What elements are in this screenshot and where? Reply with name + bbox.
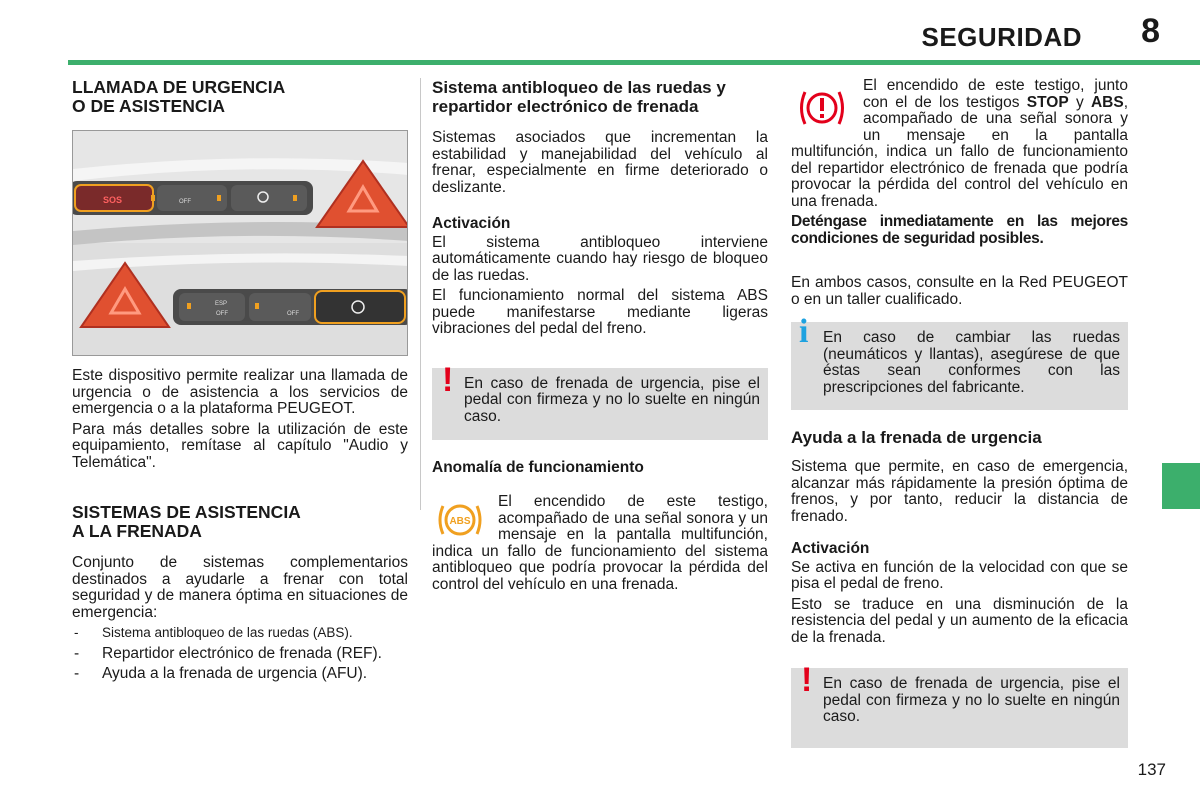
ref-block xyxy=(791,78,1128,247)
column-right xyxy=(791,78,1128,748)
emergency-call-heading-line2: O DE ASISTENCIA xyxy=(72,96,225,116)
ref-text-part2: y xyxy=(1068,93,1091,111)
afu-intro: Sistema que permite, en caso de emergencia, alcanzar más rápidamente la presión óptima de frenos, y por tanto, reducir la distancia de frenado. xyxy=(791,458,1128,525)
anomaly-block xyxy=(432,494,768,593)
esp-label: ESP xyxy=(215,301,228,307)
afu-heading: Ayuda a la frenada de urgencia xyxy=(791,428,1042,447)
warning-text: En caso de frenada de urgencia, pise el pedal con firmeza y no lo suelte en ningún caso. xyxy=(464,374,760,425)
chapter-side-tab xyxy=(1162,463,1200,509)
activation-heading: Activación xyxy=(432,215,511,232)
anomaly-heading: Anomalía de funcionamiento xyxy=(432,458,644,476)
list-item: - Ayuda a la frenada de urgencia (AFU). xyxy=(72,666,408,683)
braking-assist-intro: Conjunto de sistemas complementarios destinados a ayudarle a frenar con total seguridad y de manera óptima en situaciones de emergencia: xyxy=(72,554,408,621)
info-callout xyxy=(791,313,1128,410)
ref-text-part3: , acompañado de una señal sonora y un mensaje en la pantalla multifunción, indica un fallo de funcionamiento del repartidor electrónico de frenada que podría provocar la pérdida del control del vehículo en una frenada. xyxy=(791,93,1128,210)
column-middle xyxy=(432,78,768,593)
header-rule xyxy=(68,60,1200,65)
emergency-call-heading xyxy=(72,78,408,116)
braking-assist-heading-line1: SISTEMAS DE ASISTENCIA xyxy=(72,502,301,522)
activation-text-2: El funcionamiento normal del sistema ABS puede manifestarse mediante ligeras vibraciones del pedal del freno. xyxy=(432,287,768,337)
off-label-1: OFF xyxy=(179,199,191,205)
braking-assist-heading-line2: A LA FRENADA xyxy=(72,521,202,541)
braking-assist-heading xyxy=(72,503,408,541)
column-left xyxy=(72,78,408,683)
afu-activation-text-2: Esto se traduce en una disminución de la resistencia del pedal y un aumento de la eficacia de la frenada. xyxy=(791,595,1128,646)
abs-intro: Sistemas asociados que incrementan la estabilidad y manejabilidad del vehículo al frenar, especialmente en firme deteriorado o deslizante. xyxy=(432,129,768,196)
afu-activation-heading: Activación xyxy=(791,540,870,557)
afu-warning-text: En caso de frenada de urgencia, pise el pedal con firmeza y no lo suelte en ningún caso. xyxy=(823,675,1120,725)
list-item: - Repartidor electrónico de frenada (REF). xyxy=(72,646,408,663)
page-number: 137 xyxy=(1137,760,1166,779)
emergency-desc-1: Este dispositivo permite realizar una llamada de urgencia o de asistencia a los servicios de emergencia o a la plataforma PEUGEOT. xyxy=(72,367,408,417)
brake-warning-icon xyxy=(791,84,853,132)
dashboard-buttons-illustration xyxy=(73,131,408,356)
abs-icon-label: ABS xyxy=(449,516,471,527)
both-cases-text: En ambos casos, consulte en la Red PEUGEOT o en un taller cualificado. xyxy=(791,274,1128,308)
abs-warning-icon xyxy=(432,498,488,542)
warning-callout xyxy=(432,360,768,440)
info-text: En caso de cambiar las ruedas (neumáticos y llantas), asegúrese de que éstas sean conformes con las prescripciones del fabricante. xyxy=(823,329,1120,396)
afu-activation-text-1: Se activa en función de la velocidad con que se pisa el pedal de freno. xyxy=(791,558,1128,592)
emergency-call-heading-line1: LLAMADA DE URGENCIA xyxy=(72,77,286,97)
anomaly-text: El encendido de este testigo, acompañado de una señal sonora y un mensaje en la pantalla multifunción, indica un fallo de funcionamiento del sistema antibloqueo que podría provocar la pérdida del control del vehículo en una frenada. xyxy=(432,493,768,593)
stop-label: STOP xyxy=(1026,93,1069,111)
abs-heading: Sistema antibloqueo de las ruedas y repartidor electrónico de frenada xyxy=(432,78,726,116)
chapter-number: 8 xyxy=(1141,12,1160,50)
off-label-3: OFF xyxy=(287,311,299,317)
dashboard-buttons-photo xyxy=(72,130,408,356)
warning-icon: ! xyxy=(442,360,454,399)
list-item: - Sistema antibloqueo de las ruedas (ABS). xyxy=(72,625,408,642)
off-label-2: OFF xyxy=(216,311,228,317)
afu-warning-callout xyxy=(791,661,1128,748)
column-divider xyxy=(420,78,421,510)
abs-label: ABS xyxy=(1090,93,1124,111)
activation-text-1: El sistema antibloqueo interviene automáticamente cuando hay riesgo de bloqueo de las ruedas. xyxy=(432,233,768,284)
info-icon: i xyxy=(799,313,809,350)
section-title: SEGURIDAD xyxy=(921,22,1082,52)
ref-text-part1: El encendido de este testigo, junto con el de los testigos xyxy=(863,77,1128,111)
braking-systems-list xyxy=(72,625,408,683)
warning-icon: ! xyxy=(801,661,813,699)
stop-immediately-text: Deténgase inmediatamente en las mejores condiciones de seguridad posibles. xyxy=(791,213,1128,247)
sos-label: SOS xyxy=(103,195,123,205)
emergency-desc-2: Para más detalles sobre la utilización de este equipamiento, remítase al capítulo "Audio y Telemática". xyxy=(72,420,408,471)
